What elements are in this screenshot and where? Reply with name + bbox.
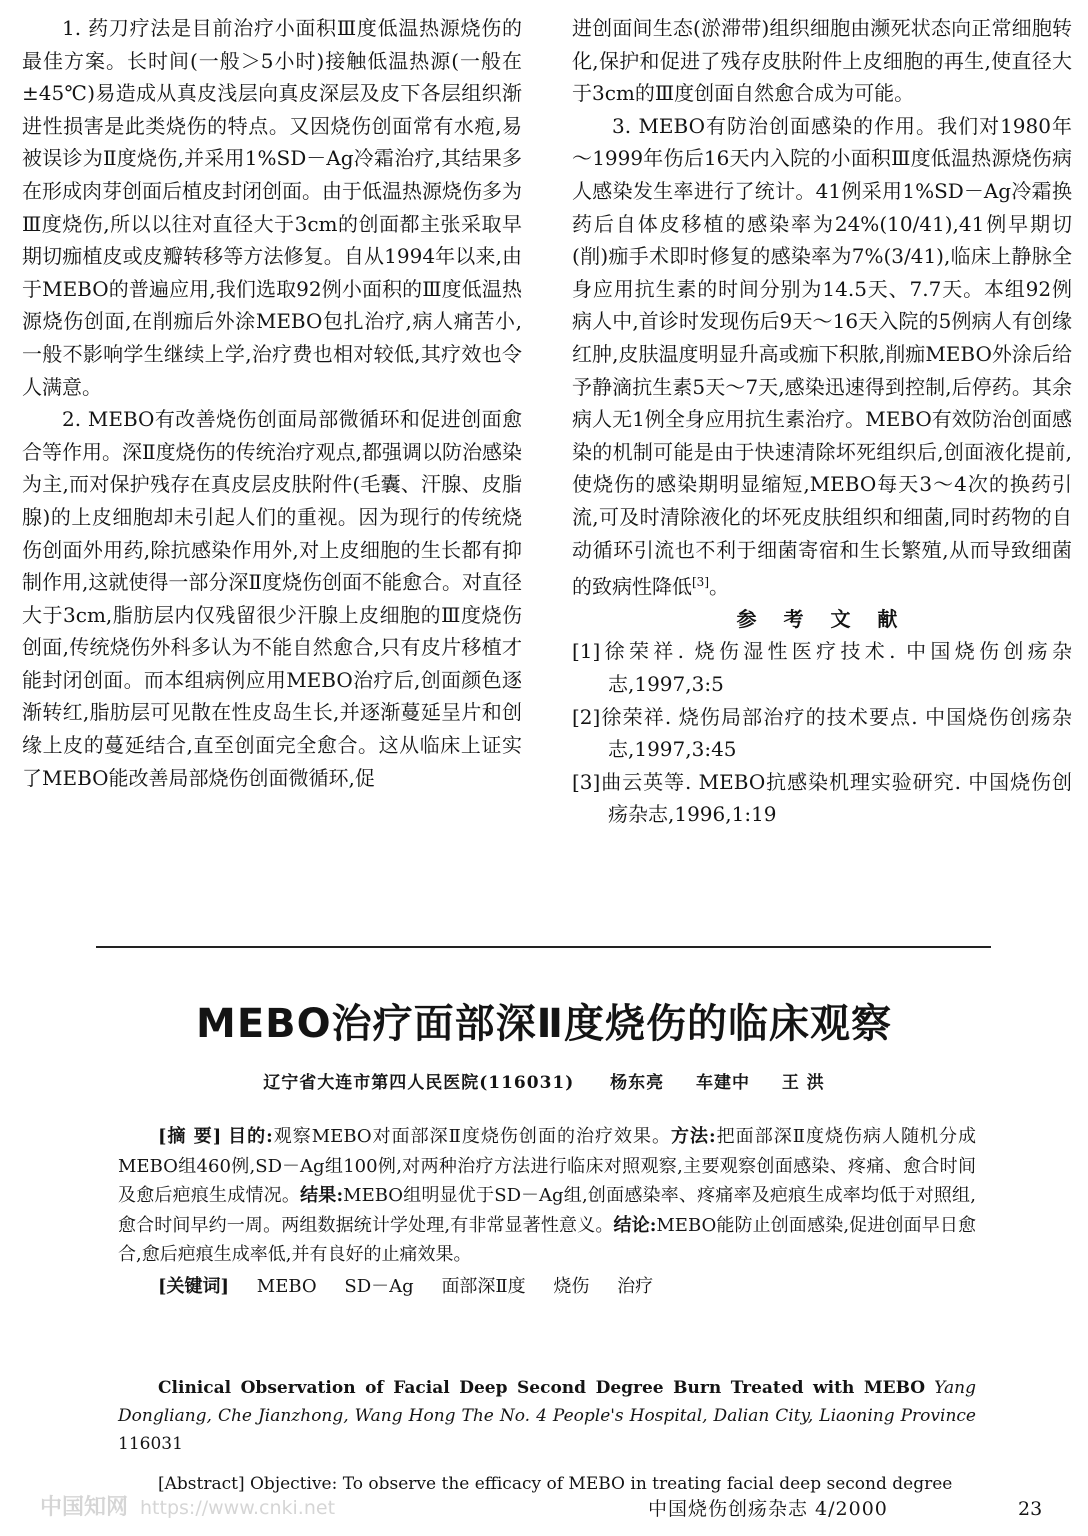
abstract-paragraph: [118, 1122, 976, 1270]
english-title: Clinical Observation of Facial Deep Second Degree Burn Treated with MEBO: [158, 1378, 926, 1398]
affiliation: 辽宁省大连市第四人民医院(116031): [263, 1073, 575, 1093]
conclusion-text: MEBO能防止创面感染,促进创面早日愈合,愈后疤痕生成率低,并有良好的止痛效果。: [118, 1214, 976, 1265]
body-paragraph-continued: 进创面间生态(淤滞带)组织细胞由濒死状态向正常细胞转化,保护和促进了残存皮肤附件上皮细胞的再生,使直径大于3cm的Ⅲ度创面自然愈合成为可能。: [572, 16, 1072, 106]
right-column: [572, 12, 1072, 831]
chinese-abstract: [118, 1122, 976, 1301]
cnki-watermark: [40, 1492, 335, 1524]
paragraph-end: 。: [709, 574, 729, 599]
journal-footer: 中国烧伤创疡杂志 4/2000: [648, 1498, 888, 1520]
author-name: 王 洪: [781, 1073, 825, 1093]
reference-item: [1]徐荣祥. 烧伤湿性医疗技术. 中国烧伤创疡杂志,1997,3:5: [572, 639, 1072, 696]
keyword: 面部深Ⅱ度: [441, 1275, 526, 1297]
keyword: 治疗: [617, 1275, 654, 1297]
article-title: MEBO治疗面部深Ⅱ度烧伤的临床观察: [196, 1001, 892, 1047]
english-abstract-text: Objective: To observe the efficacy of MEBO in treating facial deep second degree: [250, 1474, 953, 1494]
keyword: 烧伤: [553, 1275, 590, 1297]
watermark-url: https://www.cnki.net: [140, 1497, 336, 1519]
reference-item: [3]曲云英等. MEBO抗感染机理实验研究. 中国烧伤创疡杂志,1996,1:19: [572, 769, 1072, 827]
keywords-label: [关键词]: [158, 1275, 230, 1297]
conclusion-label: 结论:: [613, 1214, 657, 1236]
body-paragraph-3-text: 3. MEBO有防治创面感染的作用。我们对1980年～1999年伤后16天内入院的小面积Ⅲ度低温热源烧伤病人感染发生率进行了统计。41例采用1%SD－Ag冷霜换药后自体皮移植的感染率为24%(10/41),41例早期切(削)痂手术即时修复的感染率为7%(3/41),临床上静脉全身应用抗生素的时间分别为14.5天、7.7天。本组92例病人中,首诊时发现伤后9天～16天入院的5例病人有创缘红肿,皮肤温度明显升高或痂下积脓,削痂MEBO外涂后给予静滴抗生素5天～7天,感染迅速得到控制,后停药。其余病人无1例全身应用抗生素治疗。MEBO有效防治创面感染的机制可能是由于快速清除坏死组织后,创面液化提前,使烧伤的感染期明显缩短,MEBO每天3～4次的换药引流,可及时清除液化的坏死皮肤组织和细菌,同时药物的自动循环引流也不利于细菌寄宿和生长繁殖,从而导致细菌的致病性降低: [572, 113, 1072, 599]
body-paragraph-1: 1. 药刀疗法是目前治疗小面积Ⅲ度低温热源烧伤的最佳方案。长时间(一般＞5小时)接触低温热源(一般在±45℃)易造成从真皮浅层向真皮深层及皮下各层组织渐进性损害是此类烧伤的特点。又因烧伤创面常有水疱,易被误诊为Ⅱ度烧伤,并采用1%SD－Ag冷霜治疗,其结果多在形成肉芽创面后植皮封闭创面。由于低温热源烧伤多为Ⅲ度烧伤,所以以往对直径大于3cm的创面都主张采取早期切痂植皮或皮瓣转移等方法修复。自从1994年以来,由于MEBO的普遍应用,我们选取92例小面积的Ⅲ度低温热源烧伤创面,在削痂后外涂MEBO包扎治疗,病人痛苦小,一般不影响学生继续上学,治疗费也相对较低,其疗效也令人满意。: [22, 16, 522, 399]
english-abstract-label: [Abstract]: [158, 1474, 245, 1494]
keyword: SD－Ag: [344, 1275, 414, 1297]
english-postcode: 116031: [118, 1434, 183, 1454]
keyword: MEBO: [256, 1275, 317, 1297]
objective-label: 目的:: [228, 1126, 273, 1147]
author-name: 车建中: [695, 1073, 750, 1093]
objective-text: 观察MEBO对面部深Ⅱ度烧伤创面的治疗效果。: [272, 1126, 671, 1147]
english-title-paragraph: [118, 1374, 976, 1458]
body-paragraph-3: [572, 110, 1072, 604]
method-label: 方法:: [671, 1126, 716, 1147]
watermark-name: 中国知网: [40, 1495, 129, 1520]
result-label: 结果:: [300, 1185, 344, 1206]
body-paragraph-2: 2. MEBO有改善烧伤创面局部微循环和促进创面愈合等作用。深Ⅱ度烧伤的传统治疗观点,都强调以防治感染为主,而对保护残存在真皮层皮肤附件(毛囊、汗腺、皮脂腺)的上皮细胞却未引起人们的重视。因为现行的传统烧伤创面外用药,除抗感染作用外,对上皮细胞的生长都有抑制作用,这就使得一部分深Ⅱ度烧伤创面不能愈合。对直径大于3cm,脂肪层内仅残留很少汗腺上皮细胞的Ⅲ度烧伤创面,传统烧伤外科多认为不能自然愈合,只有皮片移植才能封闭创面。而本组病例应用MEBO治疗后,创面颜色逐渐转红,脂肪层可见散在性皮岛生长,并逐渐蔓延呈片和创缘上皮的蔓延结合,直至创面完全愈合。这从临床上证实了MEBO能改善局部烧伤创面微循环,促: [22, 407, 522, 790]
english-abstract: [118, 1374, 976, 1498]
method-text: 把面部深Ⅱ度烧伤病人随机分成MEBO组460例,SD－Ag组100例,对两种治疗方法进行临床对照观察,主要观察创面感染、疼痛、愈合时间及愈后疤痕生成情况。: [118, 1126, 976, 1206]
citation-mark: [3]: [692, 575, 709, 590]
section-divider: [96, 946, 991, 948]
english-authors-affiliation: Yang Dongliang, Che Jianzhong, Wang Hong The No. 4 People's Hospital, Dalian City, Liaoning Province: [118, 1378, 976, 1426]
keywords-line: [118, 1272, 976, 1302]
result-text: MEBO组明显优于SD－Ag组,创面感染率、疼痛率及疤痕生成率均低于对照组,愈合时间早约一周。两组数据统计学处理,有非常显著性意义。: [118, 1185, 976, 1236]
abstract-label: [摘 要]: [158, 1126, 222, 1147]
page-number: 23: [1018, 1498, 1043, 1520]
left-column: [22, 12, 522, 794]
references-heading: 参 考 文 献: [736, 607, 908, 632]
reference-item: [2]徐荣祥. 烧伤局部治疗的技术要点. 中国烧伤创疡杂志,1997,3:45: [572, 704, 1072, 762]
affiliation-line: [0, 1068, 1088, 1098]
author-name: 杨东亮: [610, 1073, 665, 1093]
